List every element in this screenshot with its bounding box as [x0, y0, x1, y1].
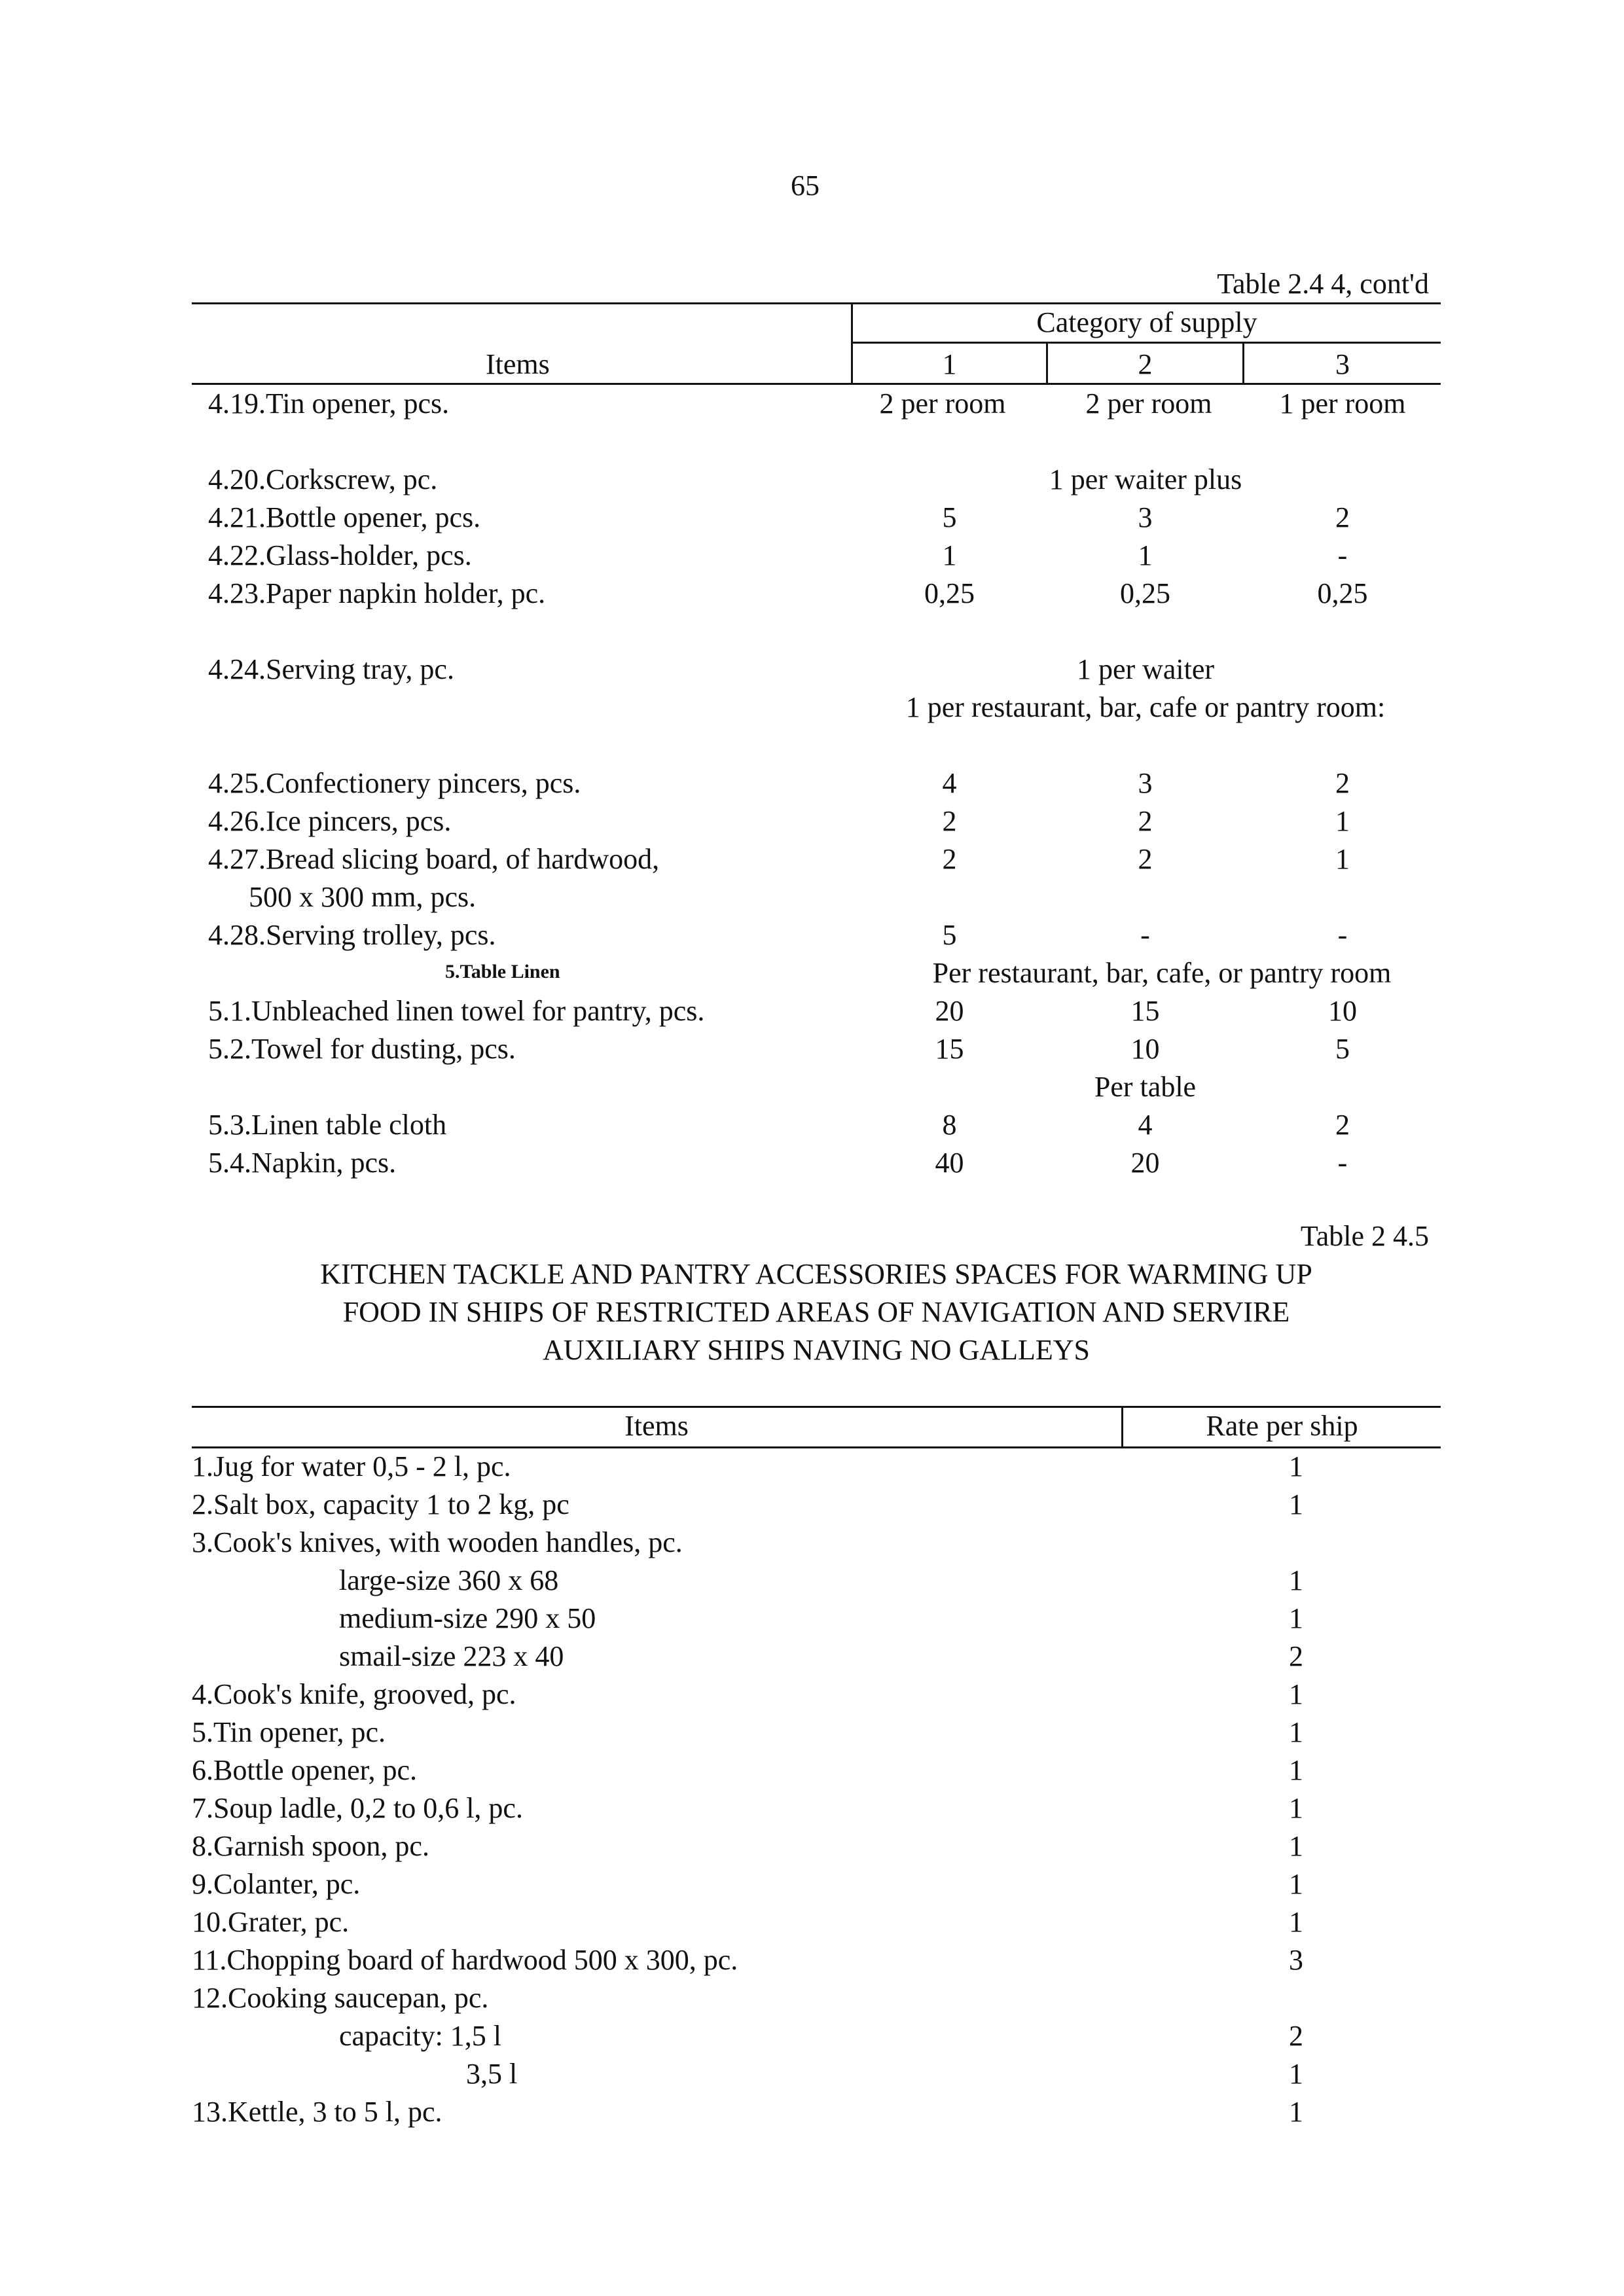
- table-cell-span: 1 per waiter: [1076, 653, 1215, 685]
- table1-caption: Table 2.4 4, cont'd: [1217, 268, 1429, 300]
- table-row-item: 11.Chopping board of hardwood 500 x 300, pc.: [192, 1944, 738, 1976]
- table-cell-rate: 1: [1289, 1564, 1303, 1596]
- table-cell-rate: 1: [1289, 1450, 1303, 1482]
- table-row-item: 5.3.Linen table cloth: [208, 1109, 447, 1141]
- table-cell-col2: 2: [1138, 843, 1153, 875]
- table-cell-col1: 40: [935, 1147, 964, 1179]
- table-cell-col1: 2: [942, 843, 957, 875]
- table-cell-col2: 20: [1130, 1147, 1160, 1179]
- table-row-item: 5.1.Unbleached linen towel for pantry, pcs.: [208, 995, 705, 1027]
- table-row-item: 7.Soup ladle, 0,2 to 0,6 l, pc.: [192, 1792, 523, 1824]
- table-cell-col1: 1: [942, 539, 957, 571]
- table-cell-col2: 10: [1130, 1033, 1160, 1065]
- table-row-item: 4.25.Confectionery pincers, pcs.: [208, 767, 581, 799]
- table-cell-col1: 8: [942, 1109, 957, 1141]
- table-cell-col3: 5: [1335, 1033, 1350, 1065]
- table-cell-col1: 2: [942, 805, 957, 837]
- table-cell-col2: 2: [1138, 805, 1153, 837]
- table-row-item: 5.Tin opener, pc.: [192, 1716, 386, 1748]
- table-cell-span: Per table: [1094, 1071, 1197, 1103]
- table-cell-col1: 5: [942, 501, 957, 533]
- table2-items-header: Items: [624, 1410, 689, 1442]
- table-row-item: 4.20.Corkscrew, pc.: [208, 463, 438, 495]
- table-cell-col3: 1 per room: [1279, 387, 1406, 420]
- table-row-item-cont: 500 x 300 mm, pcs.: [249, 881, 477, 913]
- table-cell-col2: -: [1140, 919, 1150, 951]
- table-cell-span: 1 per waiter plus: [1049, 463, 1242, 495]
- table-cell-col1: 2 per room: [879, 387, 1006, 420]
- table2-title-line-3: AUXILIARY SHIPS NAVING NO GALLEYS: [542, 1334, 1091, 1366]
- table-cell-col3: 2: [1335, 501, 1350, 533]
- table-row-item: 4.23.Paper napkin holder, pc.: [208, 577, 546, 609]
- table-cell-col3: -: [1337, 919, 1348, 951]
- table-cell-col1: 20: [935, 995, 964, 1027]
- table-cell-col2: 15: [1130, 995, 1160, 1027]
- table2-title-line-2: FOOD IN SHIPS OF RESTRICTED AREAS OF NAVIGATION AND SERVIRE: [342, 1296, 1290, 1328]
- table-row-item: 13.Kettle, 3 to 5 l, pc.: [192, 2096, 442, 2128]
- table-row-item: 4.27.Bread slicing board, of hardwood,: [208, 843, 660, 875]
- table-cell-rate: 1: [1289, 2058, 1303, 2090]
- table1-col-header-3: 3: [1335, 348, 1350, 380]
- section-heading: 5.Table Linen: [445, 961, 560, 982]
- table-cell-col1: 15: [935, 1033, 964, 1065]
- table-cell-rate: 1: [1289, 1906, 1303, 1938]
- table-cell-rate: 1: [1289, 1868, 1303, 1900]
- table-cell-col2: 0,25: [1120, 577, 1170, 609]
- table-cell-rate: 1: [1289, 1716, 1303, 1748]
- table-row-item: smail-size 223 x 40: [339, 1640, 564, 1672]
- table-row-item: 9.Colanter, pc.: [192, 1868, 361, 1900]
- table-row-item: 4.22.Glass-holder, pcs.: [208, 539, 472, 571]
- table1-category-rule: [851, 342, 1441, 344]
- table1-items-header: Items: [486, 348, 550, 380]
- table-row-item: 4.26.Ice pincers, pcs.: [208, 805, 452, 837]
- table-cell-col2: 1: [1138, 539, 1153, 571]
- table-row-item: medium-size 290 x 50: [339, 1602, 596, 1634]
- table1-col-header-2: 2: [1138, 348, 1153, 380]
- table-cell-rate: 1: [1289, 1678, 1303, 1710]
- table-cell-col3: 2: [1335, 1109, 1350, 1141]
- table-cell-col1: 0,25: [924, 577, 975, 609]
- table-row-item: 10.Grater, pc.: [192, 1906, 350, 1938]
- table-row-item: 4.24.Serving tray, pc.: [208, 653, 454, 685]
- table-cell-col1: 4: [942, 767, 957, 799]
- table-row-item: 8.Garnish spoon, pc.: [192, 1830, 429, 1862]
- table-cell-col2: 4: [1138, 1109, 1153, 1141]
- table-row-item: 4.28.Serving trolley, pcs.: [208, 919, 496, 951]
- table-cell-rate: 1: [1289, 2096, 1303, 2128]
- table-row-item: 4.21.Bottle opener, pcs.: [208, 501, 481, 533]
- table-cell-col3: 10: [1328, 995, 1357, 1027]
- table-cell-col3: 2: [1335, 767, 1350, 799]
- table-cell-rate: 1: [1289, 1488, 1303, 1520]
- table-cell-col2: 3: [1138, 501, 1153, 533]
- table-row-item: 3,5 l: [466, 2058, 518, 2090]
- table-row-item: 6.Bottle opener, pc.: [192, 1754, 418, 1786]
- table-row-item: 4.Cook's knife, grooved, pc.: [192, 1678, 516, 1710]
- table-row-item: 3.Cook's knives, with wooden handles, pc.: [192, 1526, 683, 1558]
- table-cell-rate: 1: [1289, 1754, 1303, 1786]
- table-cell-rate: 2: [1289, 2020, 1303, 2052]
- table-cell-col3: -: [1337, 539, 1348, 571]
- table-row-item: 5.4.Napkin, pcs.: [208, 1147, 397, 1179]
- page-number: 65: [791, 170, 820, 202]
- table-cell-col3: 0,25: [1317, 577, 1368, 609]
- table1-col-header-1: 1: [942, 348, 957, 380]
- table-row-item: 4.19.Tin opener, pcs.: [208, 387, 450, 420]
- table-row-item: 1.Jug for water 0,5 - 2 l, pc.: [192, 1450, 511, 1482]
- table2-caption: Table 2 4.5: [1300, 1220, 1429, 1252]
- table-cell-col3: 1: [1335, 805, 1350, 837]
- table-cell-rate: 1: [1289, 1792, 1303, 1824]
- table-row-item: 12.Cooking saucepan, pc.: [192, 1982, 489, 2014]
- table-cell-span: 1 per restaurant, bar, cafe or pantry room:: [905, 691, 1386, 723]
- table-cell-rate: 1: [1289, 1830, 1303, 1862]
- table-cell-col1: 5: [942, 919, 957, 951]
- table2-rate-header: Rate per ship: [1206, 1410, 1358, 1442]
- table-cell-col2: 2 per room: [1085, 387, 1212, 420]
- table-cell-col2: 3: [1138, 767, 1153, 799]
- table-cell-col3: -: [1337, 1147, 1348, 1179]
- table-row-item: 5.2.Towel for dusting, pcs.: [208, 1033, 516, 1065]
- table-cell-rate: 2: [1289, 1640, 1303, 1672]
- table-cell-rate: 3: [1289, 1944, 1303, 1976]
- table-row-item: 2.Salt box, capacity 1 to 2 kg, pc: [192, 1488, 569, 1520]
- table-cell-span: Per restaurant, bar, cafe, or pantry room: [932, 957, 1392, 989]
- table2-title-line-1: KITCHEN TACKLE AND PANTRY ACCESSORIES SPACES FOR WARMING UP: [320, 1258, 1312, 1290]
- table-cell-col3: 1: [1335, 843, 1350, 875]
- table-row-item: capacity: 1,5 l: [339, 2020, 502, 2052]
- table-row-item: large-size 360 x 68: [339, 1564, 559, 1596]
- table-cell-rate: 1: [1289, 1602, 1303, 1634]
- table1-category-header: Category of supply: [1036, 306, 1257, 338]
